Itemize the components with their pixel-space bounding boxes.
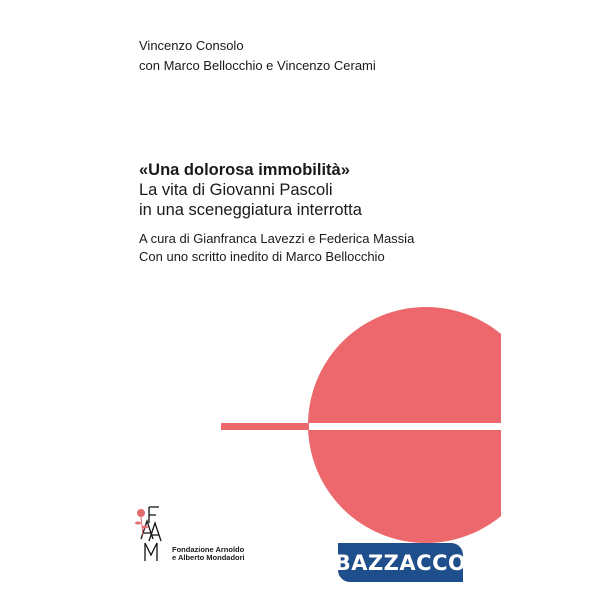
foundation-name-line-1: Fondazione Arnoldo — [172, 545, 245, 554]
subtitle-line-2: in una sceneggiatura interrotta — [139, 201, 362, 219]
foundation-name-line-2: e Alberto Mondadori — [172, 553, 245, 562]
circle-split-line — [308, 423, 501, 430]
author: Vincenzo Consolo — [139, 38, 244, 53]
subtitle-line-1: La vita di Giovanni Pascoli — [139, 181, 333, 199]
foreword: Con uno scritto inedito di Marco Bellocchio — [139, 249, 385, 264]
co-authors: con Marco Bellocchio e Vincenzo Cerami — [139, 58, 376, 73]
faam-logo-icon — [133, 505, 173, 563]
cover-edge — [501, 280, 600, 580]
book-title: «Una dolorosa immobilità» — [139, 161, 350, 179]
publisher-logo: BAZZACCO — [338, 543, 463, 582]
red-horizontal-bar — [221, 423, 309, 430]
editors: A cura di Gianfranca Lavezzi e Federica Massia — [139, 231, 415, 246]
